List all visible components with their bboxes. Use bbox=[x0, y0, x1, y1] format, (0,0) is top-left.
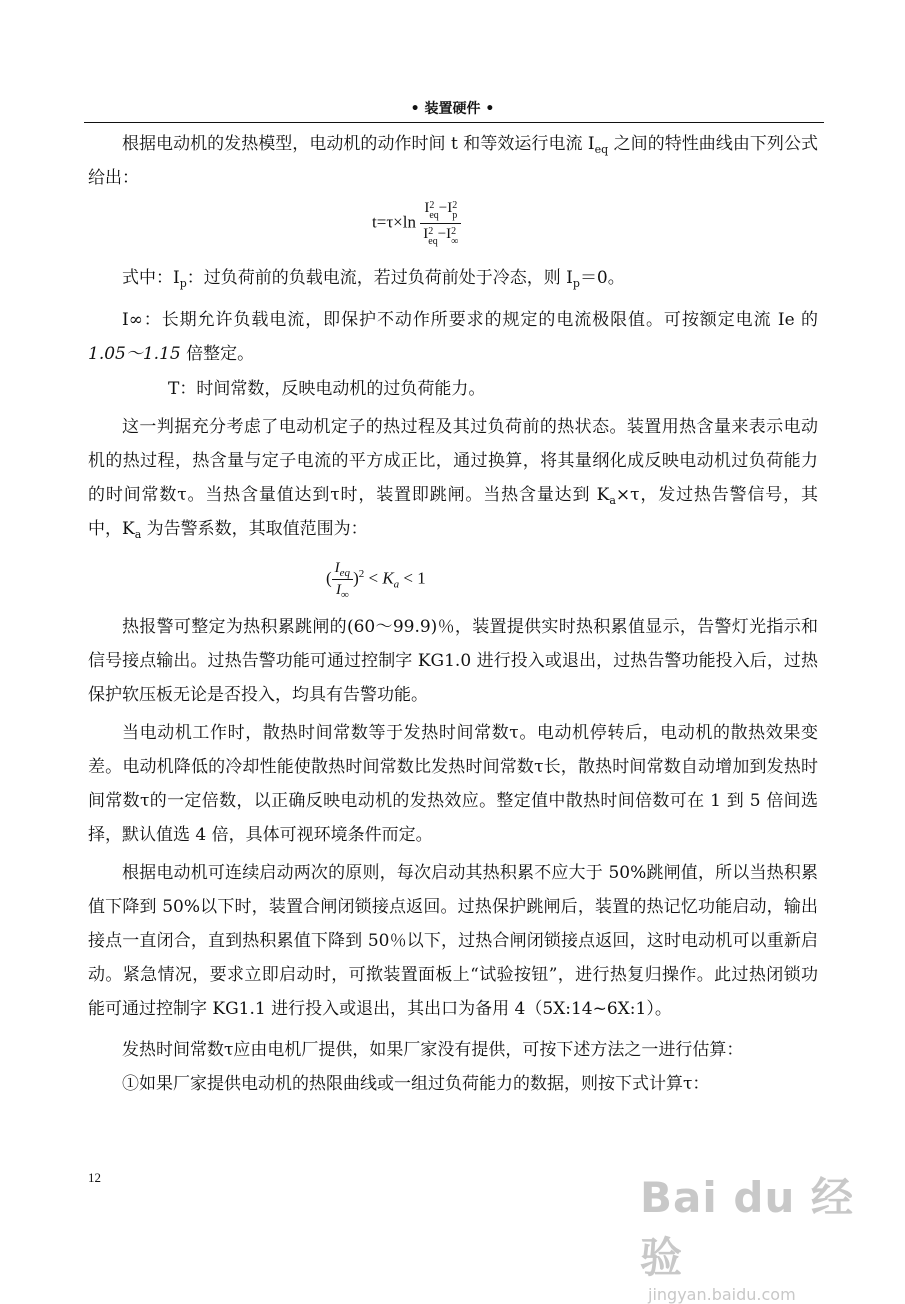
paragraph-cooling: 当电动机工作时，散热时间常数等于发热时间常数τ。电动机停转后，电动机的散热效果变差。电动机降低的冷却性能使散热时间常数比发热时间常数τ长，散热时间常数自动增加到发热时间常数τ的一定倍数，以正确反映电动机的发热效应。整定值中散热时间倍数可在 1 到 5 倍间选择，默认值选 4 倍，具体可视环境条件而定。 bbox=[88, 723, 818, 845]
page-number: 12 bbox=[88, 1170, 101, 1185]
fraction: I 2 eq −I 2 p I 2 eq −I 2 ∞ bbox=[420, 200, 461, 247]
paragraph-restart: 根据电动机可连续启动两次的原则，每次启动其热积累不应大于 50%跳闸值，所以当热积累值下降到 50%以下时，装置合闸闭锁接点返回。过热保护跳闸后，装置的热记忆功能启动，输出接点一直闭合，直到热积累值下降到 50％以下，过热合闸闭锁接点返回，这时电动机可以重新启动。紧急情况，要求立即启动时，可揿装置面板上“试验按钮”，进行热复归操作。此过热闭锁功能可通过控制字 KG1.1 进行投入或退出，其出口为备用 4（5X:14~6X:1）。 bbox=[88, 863, 818, 1019]
paragraph-method-1: ①如果厂家提供电动机的热限曲线或一组过负荷能力的数据，则按下式计算τ： bbox=[122, 1074, 710, 1094]
paragraph-ip-def: 式中：$I_p$：过负荷前的负载电流，若过负荷前处于冷态，则 $I_p=0$。 bbox=[122, 268, 625, 290]
page-header: • 装置硬件 • bbox=[410, 101, 495, 117]
paragraph-estimate: 发热时间常数τ应由电机厂提供，如果厂家没有提供，可按下述方法之一进行估算： bbox=[122, 1040, 744, 1060]
paragraph-t-def: T：时间常数，反映电动机的过负荷能力。 bbox=[168, 379, 486, 399]
baidu-logo: Bai du 经验 bbox=[640, 1173, 854, 1282]
paragraph-iinf-def: I∞：长期允许负载电流，即保护不动作所要求的规定的电流极限值。可按额定电流 Ie 的 1.05～1.15 倍整定。 bbox=[88, 310, 818, 364]
formula-trip-time: t=τ×ln I 2 eq −I 2 p I 2 eq −I 2 ∞ bbox=[372, 200, 461, 247]
paragraph-alarm: 热报警可整定为热积累跳闸的(60～99.9)％，装置提供实时热积累值显示，告警灯光指示和信号接点输出。过热告警功能可通过控制字 KG1.0 进行投入或退出，过热告警功能投入后，过热保护软压板无论是否投入，均具有告警功能。 bbox=[88, 617, 818, 705]
watermark bbox=[640, 1165, 880, 1304]
paragraph-thermal: 这一判据充分考虑了电动机定子的热过程及其过负荷前的热状态。装置用热含量来表示电动机的热过程，热含量与定子电流的平方成正比，通过换算，将其量纲化成反映电动机过负荷能力的时间常数τ。当热含量值达到τ时，装置即跳闸。当热含量达到 $K_a\times\tau$，发过热告警信号，其中，$K_a$ 为告警系数，其取值范围为： bbox=[88, 417, 818, 541]
paragraph-intro: 根据电动机的发热模型，电动机的动作时间 t 和等效运行电流 $I_{eq}$ 之间的特性曲线由下列公式给出： bbox=[88, 134, 818, 188]
header-rule bbox=[84, 122, 824, 123]
watermark-url: jingyan.baidu.com bbox=[648, 1285, 796, 1304]
formula-alarm-range: ( $\frac{I_{eq}}{I_\infty}$ )$^2 < K_a < 1$ bbox=[326, 560, 426, 601]
fraction: $\frac{I_{eq}}{I_\infty}$ bbox=[332, 560, 353, 599]
